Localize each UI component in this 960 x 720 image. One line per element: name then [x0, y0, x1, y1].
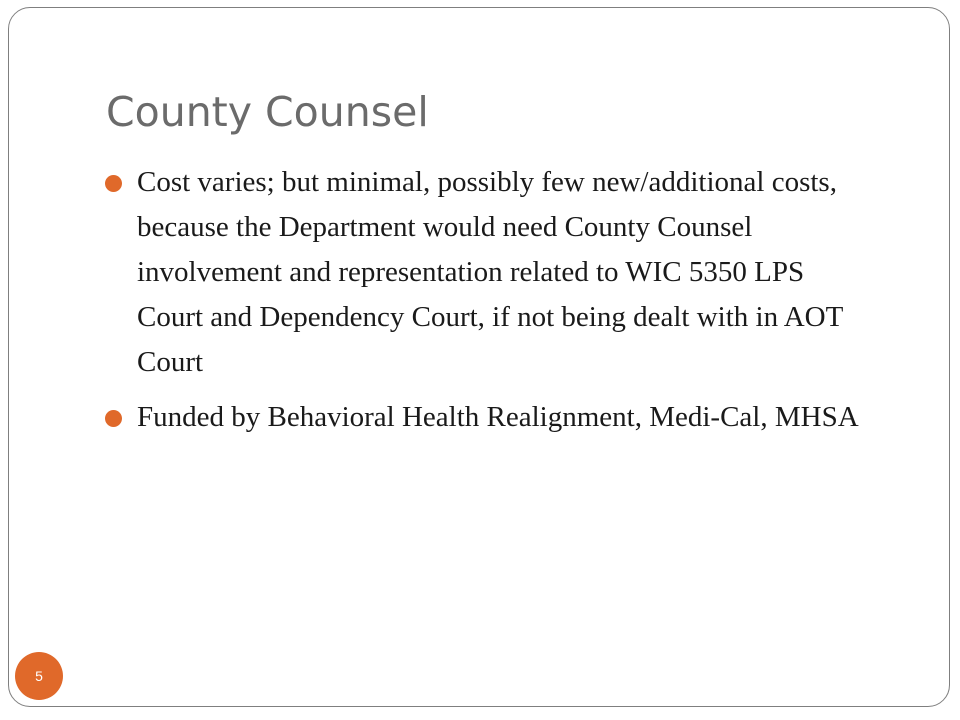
bullet-list	[105, 160, 875, 450]
bullet-dot-icon	[105, 175, 122, 192]
page-number-badge	[15, 652, 63, 700]
bullet-text: Cost varies; but minimal, possibly few new/additional costs, because the Department would need County Counsel involvement and representation related to WIC 5350 LPS Court and Dependency Court, if not being dealt with in AOT Court	[137, 166, 843, 378]
slide-title: County Counsel	[106, 88, 429, 136]
bullet-item	[105, 395, 875, 440]
bullet-text: Funded by Behavioral Health Realignment, Medi-Cal, MHSA	[137, 401, 859, 433]
bullet-dot-icon	[105, 410, 122, 427]
page-number: 5	[35, 668, 43, 684]
bullet-item	[105, 160, 875, 385]
